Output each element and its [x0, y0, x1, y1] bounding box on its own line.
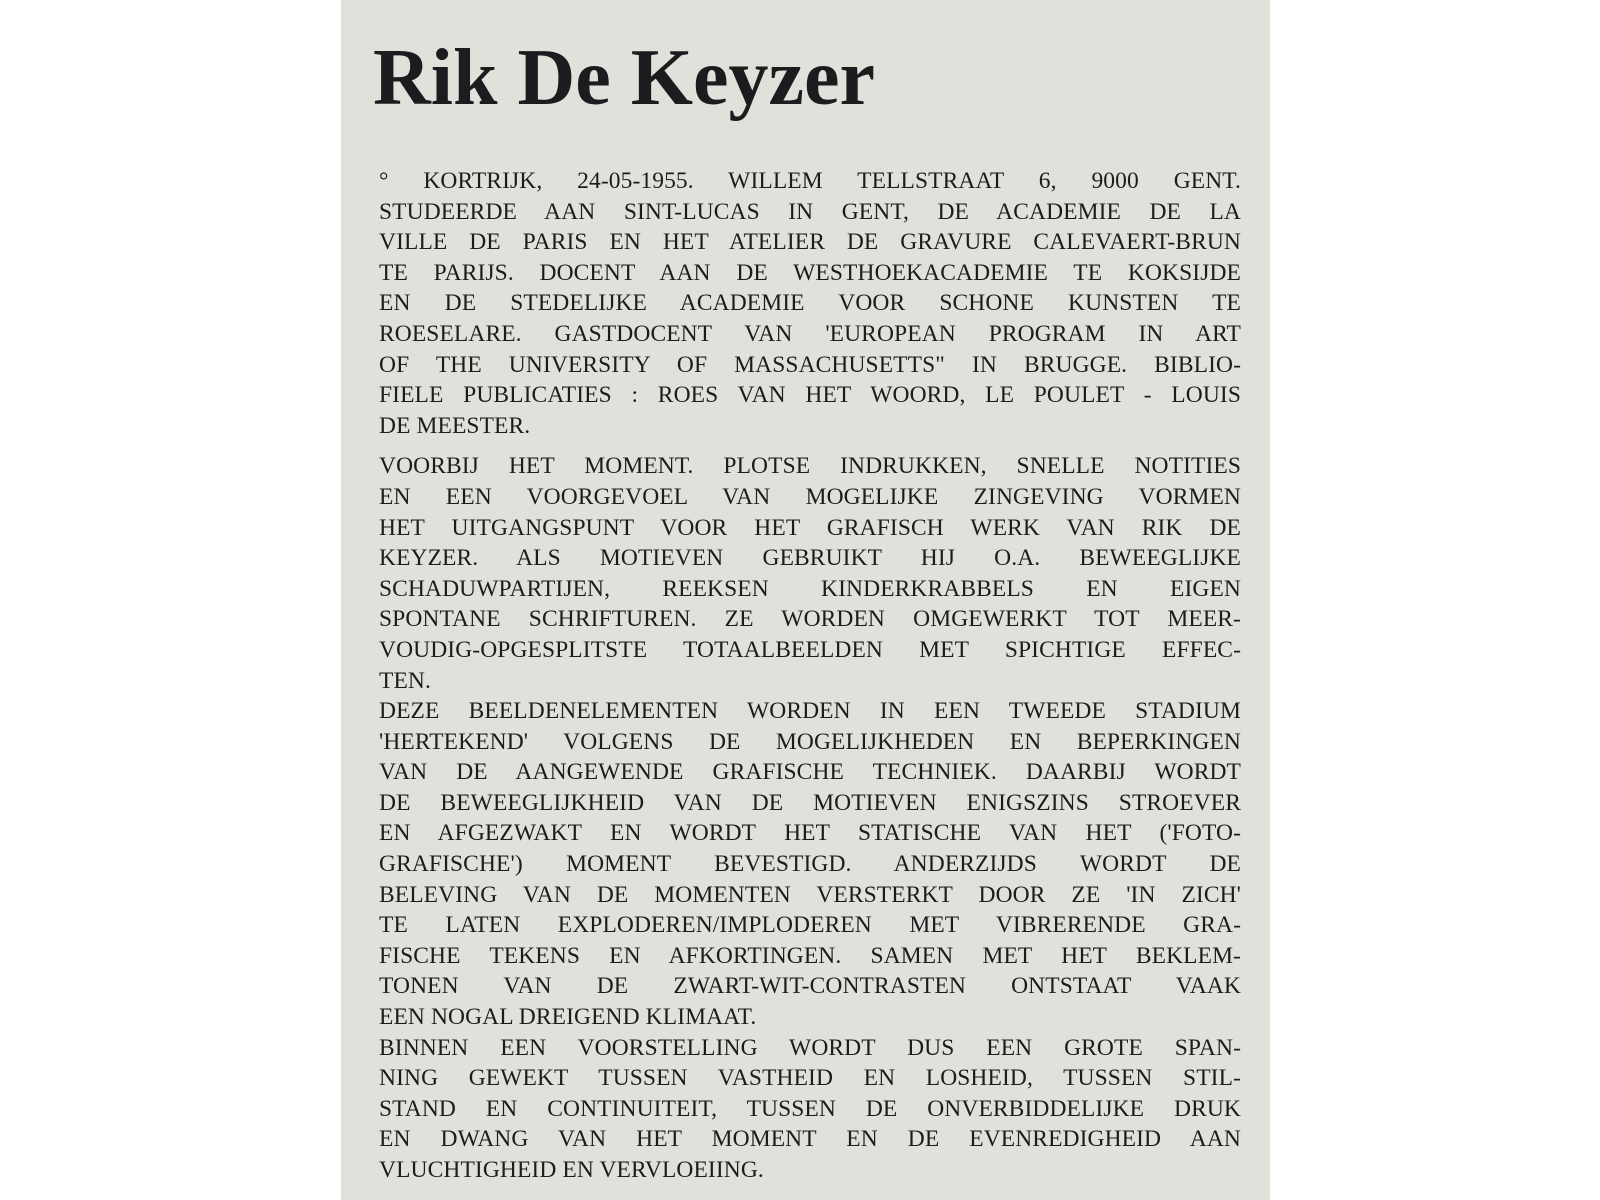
text-line: EN DE STEDELIJKE ACADEMIE VOOR SCHONE KUNSTEN TE — [379, 290, 1241, 317]
text-line: 'HERTEKEND' VOLGENS DE MOGELIJKHEDEN EN BEPERKINGEN — [379, 728, 1241, 755]
text-line: ROESELARE. GASTDOCENT VAN 'EUROPEAN PROGRAM IN ART — [379, 320, 1241, 347]
text-line: FIELE PUBLICATIES : ROES VAN HET WOORD, LE POULET - LOUIS — [379, 382, 1241, 409]
text-line: STAND EN CONTINUITEIT, TUSSEN DE ONVERBIDDELIJKE DRUK — [379, 1095, 1241, 1122]
text-line: BINNEN EEN VOORSTELLING WORDT DUS EEN GROTE SPAN- — [379, 1034, 1241, 1061]
text-line: EEN NOGAL DREIGEND KLIMAAT. — [379, 1004, 757, 1031]
body-text — [379, 166, 1241, 1186]
paragraph-description-1 — [379, 451, 1241, 696]
text-line: ° KORTRIJK, 24-05-1955. WILLEM TELLSTRAAT 6, 9000 GENT. — [379, 168, 1241, 194]
text-line: VOUDIG-OPGESPLITSTE TOTAALBEELDEN MET SPICHTIGE EFFEC- — [379, 636, 1241, 663]
text-line: SCHADUWPARTIJEN, REEKSEN KINDERKRABBELS EN EIGEN — [379, 575, 1241, 602]
text-line: DE MEESTER. — [379, 412, 531, 439]
printed-page — [341, 0, 1270, 1200]
text-line: TEN. — [379, 667, 431, 694]
text-line: GRAFISCHE') MOMENT BEVESTIGD. ANDERZIJDS WORDT DE — [379, 851, 1241, 878]
text-line: SPONTANE SCHRIFTUREN. ZE WORDEN OMGEWERKT TOT MEER- — [379, 606, 1241, 633]
page-title: Rik De Keyzer — [373, 34, 876, 122]
text-line: TE LATEN EXPLODEREN/IMPLODEREN MET VIBRERENDE GRA- — [379, 912, 1241, 939]
text-line: TE PARIJS. DOCENT AAN DE WESTHOEKACADEMIE TE KOKSIJDE — [379, 259, 1241, 286]
text-line: FISCHE TEKENS EN AFKORTINGEN. SAMEN MET HET BEKLEM- — [379, 942, 1241, 969]
text-line: DE BEWEEGLIJKHEID VAN DE MOTIEVEN ENIGSZINS STROEVER — [379, 789, 1241, 816]
text-line: EN DWANG VAN HET MOMENT EN DE EVENREDIGHEID AAN — [379, 1126, 1241, 1153]
text-line: EN AFGEZWAKT EN WORDT HET STATISCHE VAN HET ('FOTO- — [379, 820, 1241, 847]
text-line: VILLE DE PARIS EN HET ATELIER DE GRAVURE CALEVAERT-BRUN — [379, 229, 1241, 256]
text-line: VAN DE AANGEWENDE GRAFISCHE TECHNIEK. DAARBIJ WORDT — [379, 759, 1241, 786]
text-line: NING GEWEKT TUSSEN VASTHEID EN LOSHEID, TUSSEN STIL- — [379, 1065, 1241, 1092]
paragraph-biography — [379, 166, 1241, 441]
text-line: HET UITGANGSPUNT VOOR HET GRAFISCH WERK VAN RIK DE — [379, 514, 1241, 541]
text-line: KEYZER. ALS MOTIEVEN GEBRUIKT HIJ O.A. BEWEEGLIJKE — [379, 545, 1241, 572]
text-line: BELEVING VAN DE MOMENTEN VERSTERKT DOOR ZE 'IN ZICH' — [379, 881, 1241, 908]
text-line: VOORBIJ HET MOMENT. PLOTSE INDRUKKEN, SNELLE NOTITIES — [379, 453, 1241, 480]
text-line: STUDEERDE AAN SINT-LUCAS IN GENT, DE ACADEMIE DE LA — [379, 198, 1241, 225]
text-line: TONEN VAN DE ZWART-WIT-CONTRASTEN ONTSTAAT VAAK — [379, 973, 1241, 1000]
text-line: DEZE BEELDENELEMENTEN WORDEN IN EEN TWEEDE STADIUM — [379, 698, 1241, 725]
paragraph-description-2 — [379, 696, 1241, 1033]
text-line: OF THE UNIVERSITY OF MASSACHUSETTS" IN BRUGGE. BIBLIO- — [379, 351, 1241, 378]
text-line: VLUCHTIGHEID EN VERVLOEIING. — [379, 1157, 764, 1183]
paragraph-description-3 — [379, 1033, 1241, 1186]
text-line: EN EEN VOORGEVOEL VAN MOGELIJKE ZINGEVING VORMEN — [379, 483, 1241, 510]
